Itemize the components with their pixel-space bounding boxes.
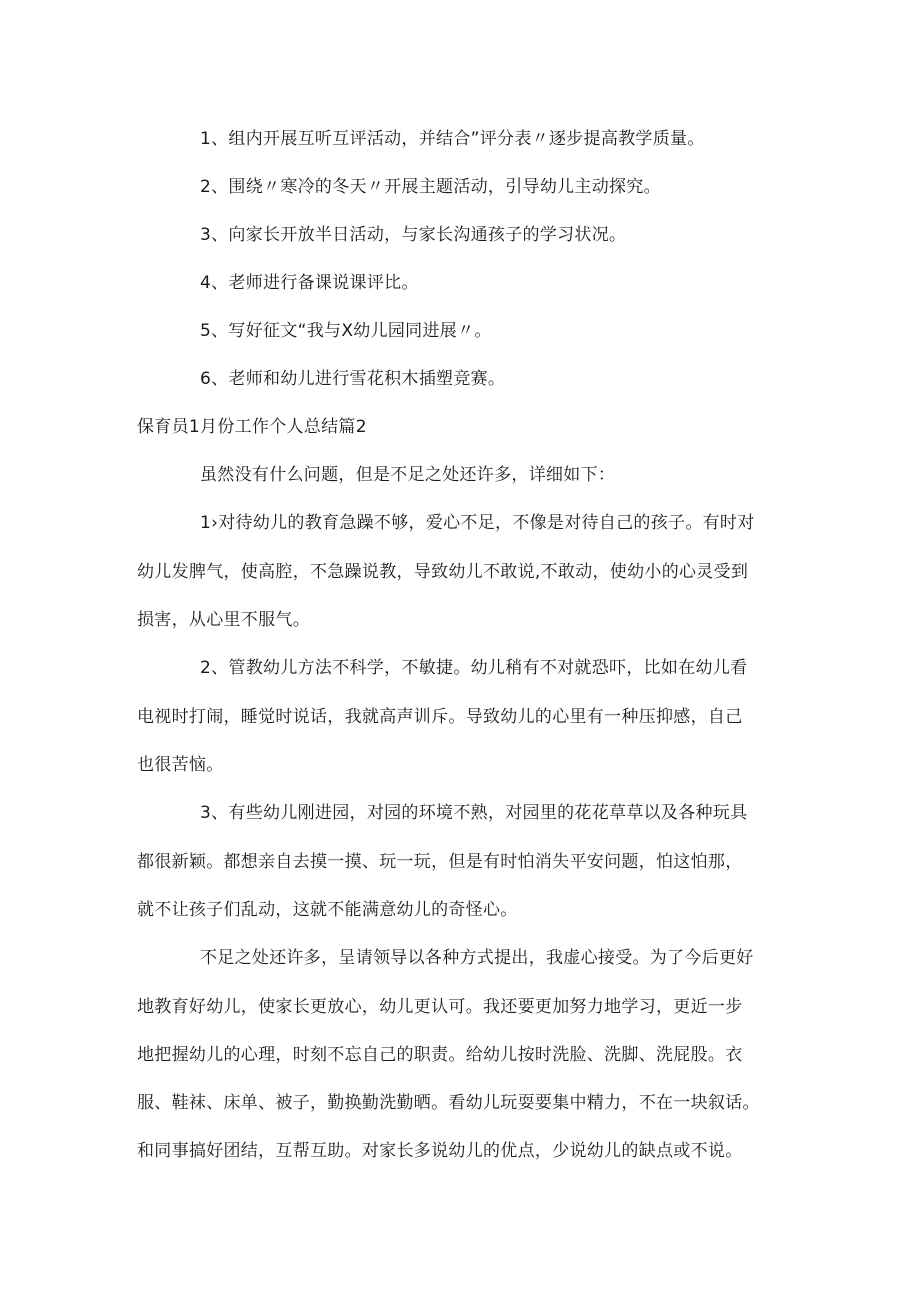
- paragraph-line: 2、管教幼儿方法不科学，不敏捷。幼儿稍有不对就恐吓，比如在幼儿看: [200, 658, 748, 678]
- paragraph-line: 和同事搞好团结，互帮互助。对家长多说幼儿的优点，少说幼儿的缺点或不说。: [137, 1141, 743, 1161]
- paragraph-line: 损害，从心里不服气。: [137, 610, 310, 630]
- paragraph-line: 地教育好幼儿，使家长更放心，幼儿更认可。我还要更加努力地学习，更近一步: [137, 997, 743, 1017]
- paragraph-line: 就不让孩子们乱动，这就不能满意幼儿的奇怪心。: [137, 900, 518, 920]
- intro-text: 虽然没有什么问题，但是不足之处还许多，详细如下：: [200, 465, 616, 485]
- paragraph-line: 幼儿发脾气，使高腔，不急躁说教，导致幼儿不敢说,不敢动，使幼小的心灵受到: [137, 562, 749, 582]
- list-item: 4、老师进行备课说课评比。: [200, 273, 419, 293]
- list-item: 6、老师和幼儿进行雪花积木插塑竞赛。: [200, 369, 506, 389]
- list-item: 2、围绕〃寒冷的冬天〃开展主题活动，引导幼儿主动探究。: [200, 177, 661, 197]
- paragraph-line: 不足之处还许多，呈请领导以各种方式提出，我虚心接受。为了今后更好: [200, 948, 754, 968]
- paragraph-line: 地把握幼儿的心理，时刻不忘自己的职责。给幼儿按时洗脸、洗脚、洗屁股。衣: [137, 1045, 743, 1065]
- paragraph-line: 也很苦恼。: [137, 755, 224, 775]
- paragraph-line: 都很新颖。都想亲自去摸一摸、玩一玩，但是有时怕消失平安问题，怕这怕那，: [137, 852, 743, 872]
- paragraph-line: 3、有些幼儿刚进园，对园的环境不熟，对园里的花花草草以及各种玩具: [200, 803, 748, 823]
- paragraph-line: 服、鞋袜、床单、被子，勤换勤洗勤晒。看幼儿玩耍要集中精力，不在一块叙话。: [137, 1093, 760, 1113]
- paragraph-line: 1›对待幼儿的教育急躁不够，爱心不足，不像是对待自己的孩子。有时对: [200, 513, 755, 533]
- section-heading: 保育员1月份工作个人总结篇2: [137, 417, 367, 437]
- list-item: 3、向家长开放半日活动，与家长沟通孩子的学习状况。: [200, 225, 627, 245]
- list-item: 1、组内开展互听互评活动，并结合”评分表〃逐步提高教学质量。: [200, 129, 705, 149]
- list-item: 5、写好征文“我与X幼儿园同进展〃。: [200, 321, 492, 341]
- paragraph-line: 电视时打闹，睡觉时说话，我就高声训斥。导致幼儿的心里有一种压抑感，自己: [137, 707, 743, 727]
